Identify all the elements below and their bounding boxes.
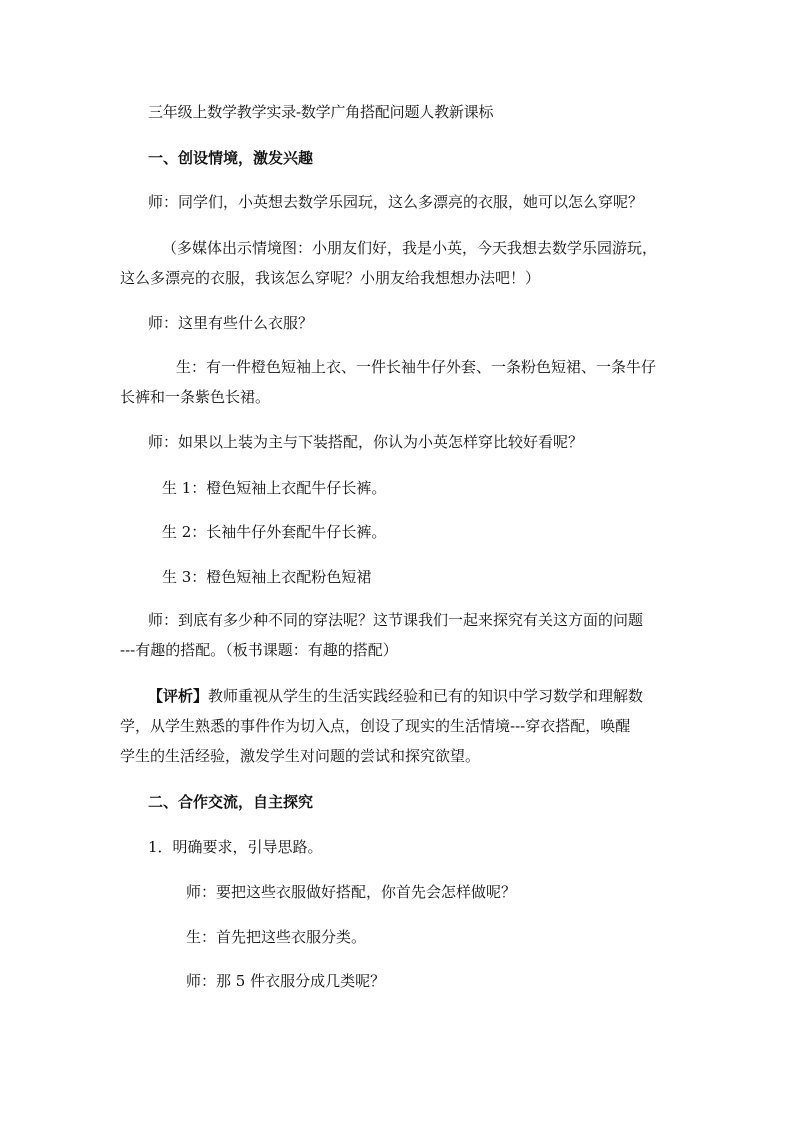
section-heading-2: 二、合作交流，自主探究 bbox=[148, 793, 314, 811]
paragraph-student-answer-line-2: 长裤和一条紫色长裙。 bbox=[120, 388, 271, 406]
paragraph-multimedia-line-2: 这么多漂亮的衣服，我该怎么穿呢？小朋友给我想想办法吧！） bbox=[120, 269, 541, 287]
paragraph-teacher-question-1: 师：同学们，小英想去数学乐园玩，这么多漂亮的衣服，她可以怎么穿呢？ bbox=[148, 193, 644, 211]
commentary-text-1: 教师重视从学生的生活实践经验和已有的知识中学习数学和理解数 bbox=[208, 687, 644, 705]
paragraph-teacher-question-5: 师：要把这些衣服做好搭配，你首先会怎样做呢？ bbox=[186, 883, 517, 901]
paragraph-student-answer-line-1: 生：有一件橙色短袖上衣、一件长袖牛仔外套、一条粉色短裙、一条牛仔 bbox=[176, 358, 657, 376]
commentary-line-1 bbox=[148, 686, 643, 706]
paragraph-teacher-question-6: 师：那 5 件衣服分成几类呢？ bbox=[186, 972, 386, 990]
paragraph-multimedia-line-1: （多媒体出示情境图：小朋友们好，我是小英，今天我想去数学乐园游玩， bbox=[162, 239, 658, 257]
commentary-line-2: 学，从学生熟悉的事件作为切入点，创设了现实的生活情境---穿衣搭配，唤醒 bbox=[120, 717, 631, 735]
paragraph-student-3: 生 3：橙色短袖上衣配粉色短裙 bbox=[162, 568, 372, 586]
paragraph-teacher-question-4-line-1: 师：到底有多少种不同的穿法呢？这节课我们一起来探究有关这方面的问题 bbox=[148, 611, 644, 629]
commentary-line-3: 学生的生活经验，激发学生对问题的尝试和探究欲望。 bbox=[120, 747, 481, 765]
paragraph-student-2: 生 2：长袖牛仔外套配牛仔长裤。 bbox=[162, 523, 387, 541]
paragraph-student-answer-5: 生：首先把这些衣服分类。 bbox=[186, 928, 367, 946]
commentary-label: 【评析】 bbox=[148, 687, 209, 705]
paragraph-student-1: 生 1：橙色短袖上衣配牛仔长裤。 bbox=[162, 479, 387, 497]
paragraph-teacher-question-3: 师：如果以上装为主与下装搭配，你认为小英怎样穿比较好看呢？ bbox=[148, 433, 584, 451]
paragraph-teacher-question-2: 师：这里有些什么衣服？ bbox=[148, 314, 314, 332]
document-title: 三年级上数学教学实录-数学广角搭配问题人教新课标 bbox=[148, 103, 494, 121]
list-item-1: 1．明确要求，引导思路。 bbox=[148, 838, 323, 856]
section-heading-1: 一、创设情境，激发兴趣 bbox=[148, 149, 314, 167]
paragraph-teacher-question-4-line-2: ---有趣的搭配。（板书课题：有趣的搭配） bbox=[120, 641, 398, 659]
